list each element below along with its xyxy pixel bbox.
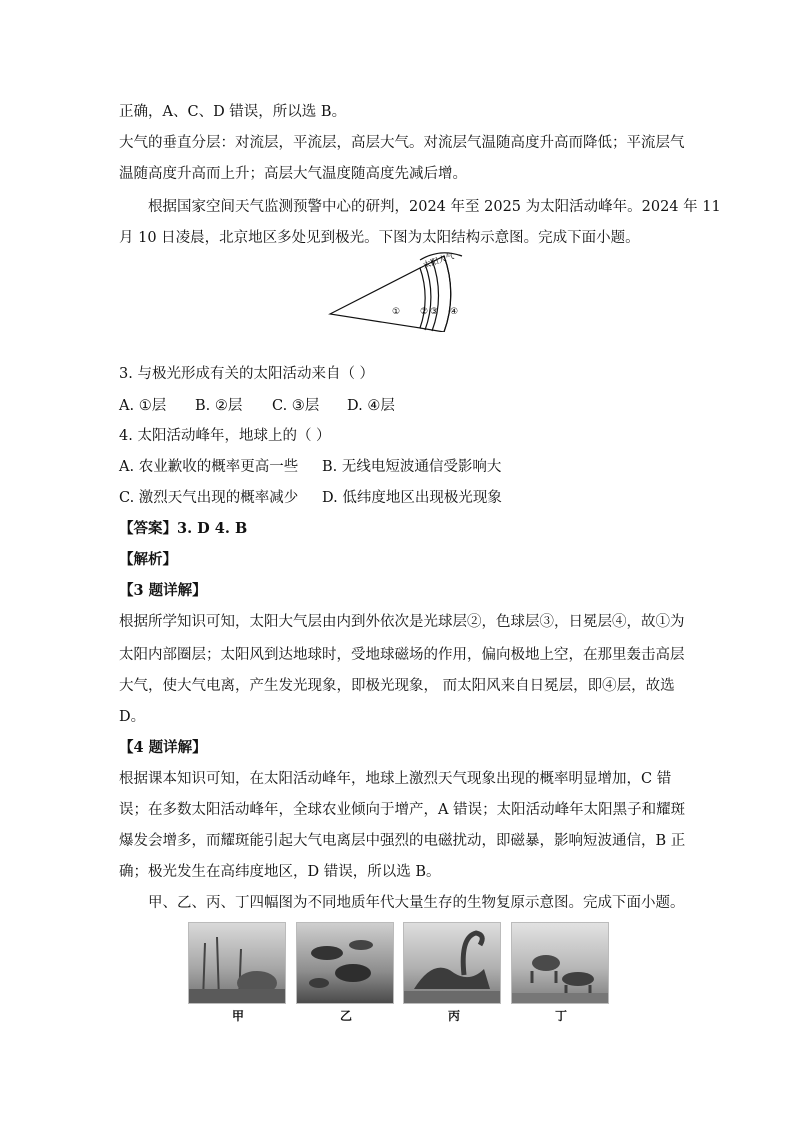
q3-option-c[interactable]: C. ③层 <box>272 398 320 414</box>
fossil-image-bing <box>403 922 501 1004</box>
q4-option-b[interactable]: B. 无线电短波通信受影响大 <box>322 459 502 475</box>
layer-label-1: ① <box>392 307 401 317</box>
question-3-stem: 3. 与极光形成有关的太阳活动来自（ ） <box>119 366 375 382</box>
fossil-image-jia <box>188 922 286 1004</box>
detail-3-line: 根据所学知识可知，太阳大气层由内到外依次是光球层②，色球层③，日冕层④，故①为 <box>119 614 685 630</box>
detail-4-line: 确；极光发生在高纬度地区，D 错误，所以选 B。 <box>119 864 441 880</box>
fossil-caption-bing: 丙 <box>448 1009 461 1023</box>
detail-4-line: 爆发会增多，而耀斑能引起大气电离层中强烈的电磁扰动，即磁暴，影响短波通信，B 正 <box>119 833 686 849</box>
q3-option-d[interactable]: D. ④层 <box>347 398 395 414</box>
layer-label-2: ② <box>420 307 429 317</box>
detail-4-line: 误；在多数太阳活动峰年，全球农业倾向于增产，A 错误；太阳活动峰年太阳黑子和耀斑 <box>119 802 686 818</box>
fossil-image-yi <box>296 922 394 1004</box>
solar-atmosphere-label: 太阳大气 <box>421 251 456 270</box>
text-line: 温随高度升高而上升；高层大气温度随高度先减后增。 <box>119 166 467 182</box>
detail-3-line: 大气，使大气电离，产生发光现象，即极光现象， 而太阳风来自日冕层，即④层，故选 <box>119 678 675 694</box>
layer-boundary <box>444 256 451 332</box>
fossil-caption-ding: 丁 <box>555 1009 568 1023</box>
text-line: 正确，A、C、D 错误，所以选 B。 <box>119 104 347 120</box>
detail-3-line: D。 <box>119 709 146 725</box>
detail-4-heading: 【4 题详解】 <box>119 739 207 756</box>
fossil-caption-yi: 乙 <box>340 1009 353 1023</box>
detail-3-heading: 【3 题详解】 <box>119 582 207 599</box>
q4-option-d[interactable]: D. 低纬度地区出现极光现象 <box>322 490 502 506</box>
answer-line: 【答案】3. D 4. B <box>119 520 248 537</box>
detail-3-line: 太阳内部圈层；太阳风到达地球时，受地球磁场的作用，偏向极地上空，在那里轰击高层 <box>119 647 685 663</box>
analysis-heading: 【解析】 <box>119 551 177 568</box>
layer-boundary <box>432 260 439 331</box>
layer-label-3: ③ <box>430 307 439 317</box>
sector-outline <box>330 268 425 328</box>
detail-4-line: 根据课本知识可知，在太阳活动峰年，地球上激烈天气现象出现的概率明显增加，C 错 <box>119 771 672 787</box>
fossil-caption-jia: 甲 <box>232 1009 245 1023</box>
fossil-image-ding <box>511 922 609 1004</box>
text-line: 大气的垂直分层：对流层，平流层，高层大气。对流层气温随高度升高而降低；平流层气 <box>119 135 685 151</box>
question-4-stem: 4. 太阳活动峰年，地球上的（ ） <box>119 428 331 444</box>
sun-structure-diagram <box>320 250 480 332</box>
q3-option-a[interactable]: A. ①层 <box>119 398 167 414</box>
q4-option-c[interactable]: C. 激烈天气出现的概率减少 <box>119 490 299 506</box>
q3-option-b[interactable]: B. ②层 <box>195 398 243 414</box>
text-line: 月 10 日凌晨，北京地区多处见到极光。下图为太阳结构示意图。完成下面小题。 <box>119 230 640 246</box>
q4-option-a[interactable]: A. 农业歉收的概率更高一些 <box>119 459 299 475</box>
text-line: 根据国家空间天气监测预警中心的研判，2024 年至 2025 为太阳活动峰年。2024 年 11 <box>148 199 721 215</box>
fossil-intro-line: 甲、乙、丙、丁四幅图为不同地质年代大量生存的生物复原示意图。完成下面小题。 <box>148 895 685 911</box>
layer-label-4: ④ <box>450 307 459 317</box>
